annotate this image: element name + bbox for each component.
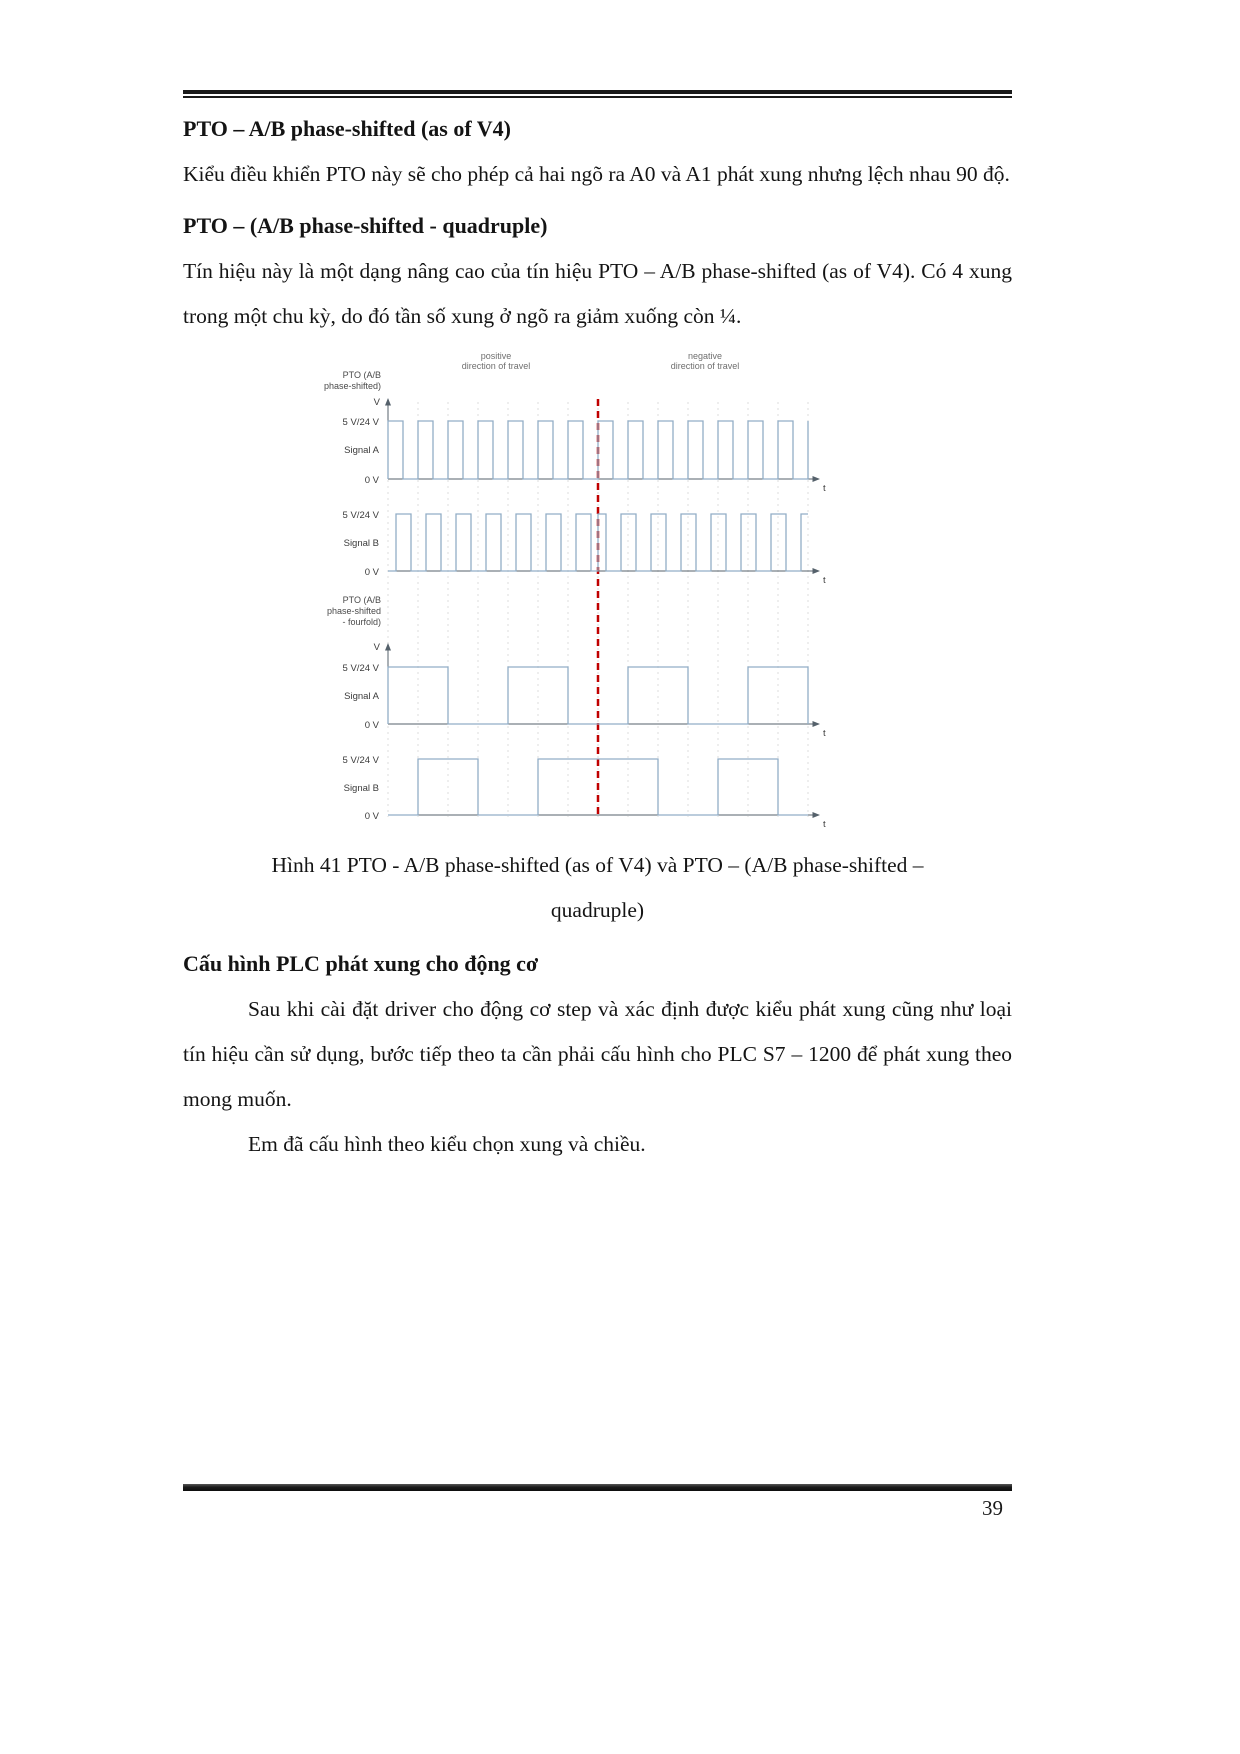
negative-direction-label-line2: direction of travel [670,361,740,371]
group1-signal-a-high-label: 5 V/24 V [342,417,379,428]
group1-title-line2: phase-shifted) [323,381,381,391]
timing-diagram [313,347,873,832]
group2-signal-a-high-label: 5 V/24 V [342,663,379,674]
group1-signal-b-waveform [388,514,808,571]
top-rule-thin [183,96,1012,98]
group1-signal-b-t-label: t [823,575,826,586]
top-rule [183,90,1012,98]
group2-signal-b-t-label: t [823,819,826,830]
group1-title-line1: PTO (A/B [342,370,381,380]
paragraph-pto-description: Kiểu điều khiển PTO này sẽ cho phép cả hai ngõ ra A0 và A1 phát xung nhưng lệch nhau 90 độ. [183,162,1010,186]
group2-v-axis-label: V [373,642,380,653]
positive-direction-label-line1: positive [480,351,512,361]
group1-signal-a-name: Signal A [344,445,379,456]
group2-title-line2: phase-shifted [326,606,381,616]
page-number: 39 [982,1496,1003,1520]
group1-signal-a-waveform [388,421,808,479]
figure-caption-line1: Hình 41 PTO - A/B phase-shifted (as of V4) và PTO – (A/B phase-shifted – [271,853,924,877]
group2-signal-a-name: Signal A [344,691,379,702]
page-content [183,90,1012,1167]
group2-signal-b-low-label: 0 V [364,811,379,822]
negative-direction-label-line1: negative [687,351,723,361]
paragraph-config-choice: Em đã cấu hình theo kiểu chọn xung và chiều. [248,1132,646,1156]
timing-diagram-figure [313,347,1012,837]
group1-signal-b-high-label: 5 V/24 V [342,510,379,521]
group1-signal-b-name: Signal B [343,538,379,549]
paragraph-quadruple-description: Tín hiệu này là một dạng nâng cao của tín hiệu PTO – A/B phase-shifted (as of V4). Có 4 xung trong một chu kỳ, do đó tần số xung ở ngõ ra giảm xuống còn ¼. [183,259,1012,328]
group2-title-line1: PTO (A/B [342,595,381,605]
figure-caption-line2: quadruple) [550,898,645,922]
group2-signal-b-high-label: 5 V/24 V [342,755,379,766]
heading-cau-hinh-plc: Cấu hình PLC phát xung cho động cơ [183,951,539,976]
positive-direction-label-line2: direction of travel [461,361,531,371]
bottom-rule [183,1484,1012,1491]
group2-title-line3: - fourfold) [342,617,381,627]
group2-signal-a-t-label: t [823,728,826,739]
top-rule-thick [183,90,1012,94]
group2-signal-b-name: Signal B [343,783,379,794]
heading-pto-ab-phase-shifted: PTO – A/B phase-shifted (as of V4) [183,116,512,141]
group1-v-axis-label: V [373,397,380,408]
group1-signal-b-low-label: 0 V [364,567,379,578]
figure-caption [183,843,1012,933]
group1-signal-a-t-label: t [823,483,826,494]
group1-signal-a-low-label: 0 V [364,475,379,486]
heading-pto-quadruple: PTO – (A/B phase-shifted - quadruple) [183,213,548,238]
group2-signal-a-low-label: 0 V [364,720,379,731]
paragraph-config-description: Sau khi cài đặt driver cho động cơ step và xác định được kiểu phát xung cũng như loại tín hiệu cần sử dụng, bước tiếp theo ta cần phải cấu hình cho PLC S7 – 1200 để phát xung theo mong muốn. [183,997,1012,1111]
